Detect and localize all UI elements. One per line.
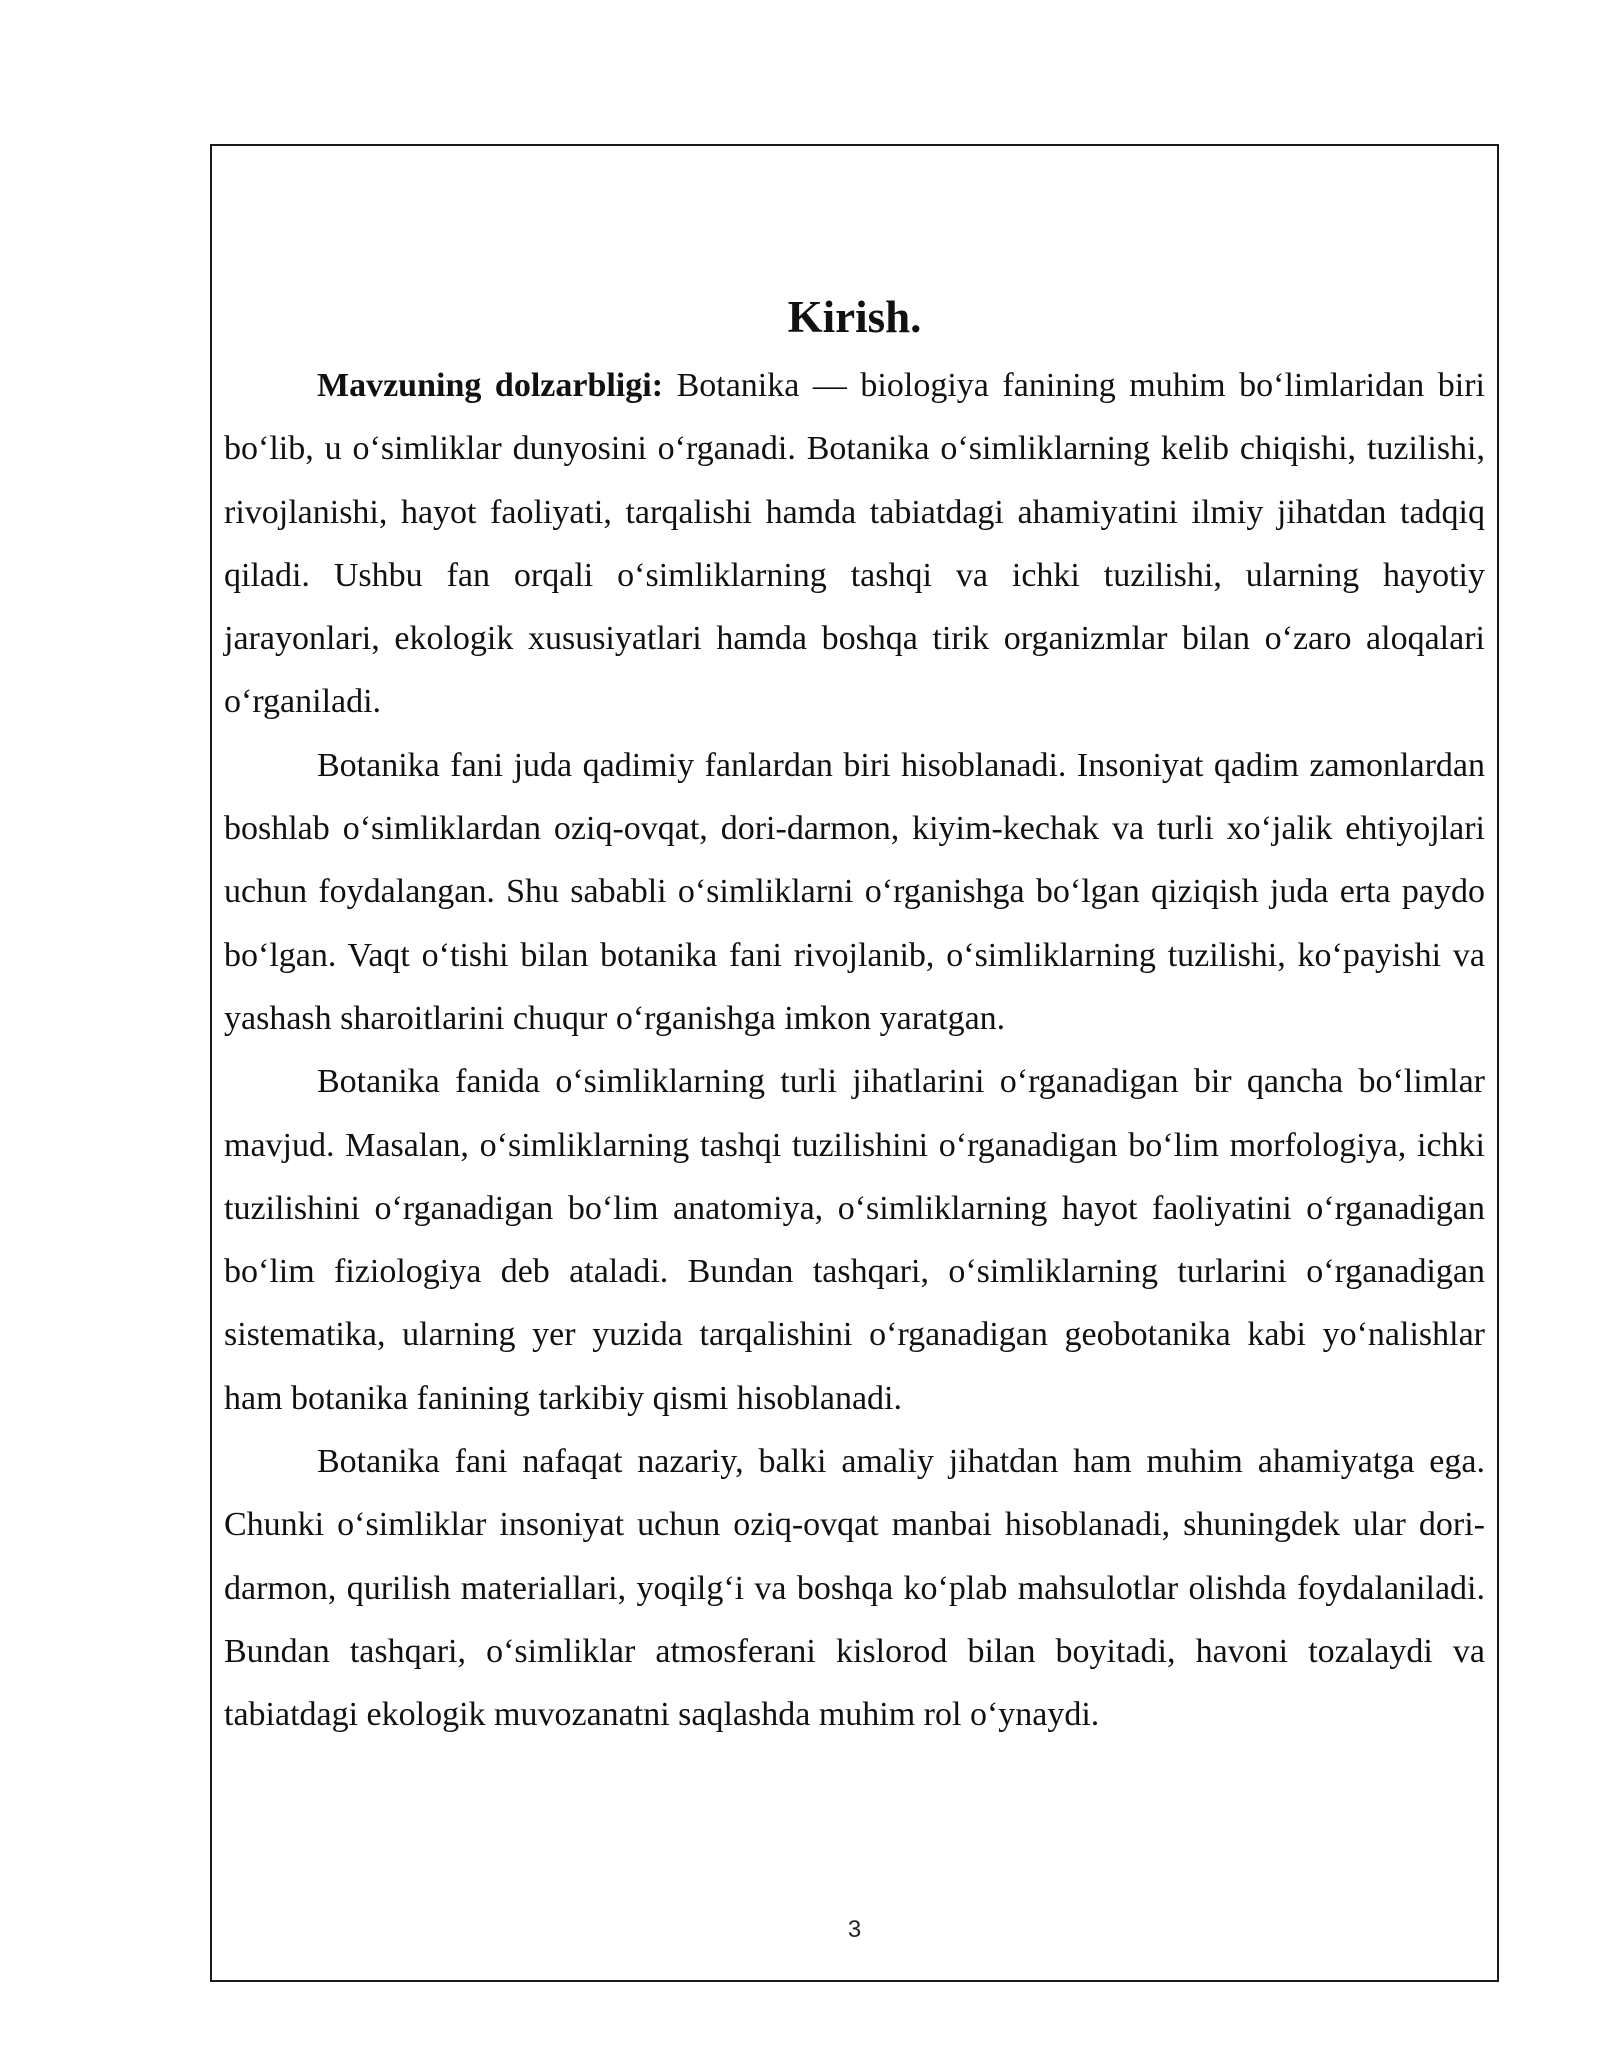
paragraph-text: Botanika fanida o‘simliklarning turli jihatlarini o‘rganadigan bir qancha bo‘limlar mavjud. Masalan, o‘simliklarning tashqi tuzilishini o‘rganadigan bo‘lim morfologiya, ichki tuzilishini o‘rganadigan bo‘lim anatomiya, o‘simliklarning hayot faoliyatini o‘rganadigan bo‘lim fiziologiya deb ataladi. Bundan tashqari, o‘simliklarning turlarini o‘rganadigan sistematika, ularning yer yuzida tarqalishini o‘rganadigan geobotanika kabi yo‘nalishlar ham botanika fanining tarkibiy qismi hisoblanadi.	[224, 1063, 1485, 1417]
page-frame	[210, 144, 1499, 1982]
paragraph-history	[224, 734, 1485, 1050]
page-content	[224, 288, 1485, 1747]
paragraph-relevance	[224, 354, 1485, 734]
paragraph-branches	[224, 1050, 1485, 1430]
paragraph-importance	[224, 1430, 1485, 1746]
paragraph-text: Botanika — biologiya fanining muhim bo‘limlaridan biri bo‘lib, u o‘simliklar dunyosini o‘rganadi. Botanika o‘simliklarning kelib chiqishi, tuzilishi, rivojlanishi, hayot faoliyati, tarqalishi hamda tabiatdagi ahamiyatini ilmiy jihatdan tadqiq qiladi. Ushbu fan orqali o‘simliklarning tashqi va ichki tuzilishi, ularning hayotiy jarayonlari, ekologik xususiyatlari hamda boshqa tirik organizmlar bilan o‘zaro aloqalari o‘rganiladi.	[224, 367, 1485, 721]
paragraph-text: Botanika fani juda qadimiy fanlardan biri hisoblanadi. Insoniyat qadim zamonlardan boshlab o‘simliklardan oziq-ovqat, dori-darmon, kiyim-kechak va turli xo‘jalik ehtiyojlari uchun foydalangan. Shu sababli o‘simliklarni o‘rganishga bo‘lgan qiziqish juda erta paydo bo‘lgan. Vaqt o‘tishi bilan botanika fani rivojlanib, o‘simliklarning tuzilishi, ko‘payishi va yashash sharoitlarini chuqur o‘rganishga imkon yaratgan.	[224, 746, 1485, 1037]
paragraph-text: Botanika fani nafaqat nazariy, balki amaliy jihatdan ham muhim ahamiyatga ega. Chunki o‘simliklar insoniyat uchun oziq-ovqat manbai hisoblanadi, shuningdek ular dori-darmon, qurilish materiallari, yoqilg‘i va boshqa ko‘plab mahsulotlar olishda foydalaniladi. Bundan tashqari, o‘simliklar atmosferani kislorod bilan boyitadi, havoni tozalaydi va tabiatdagi ekologik muvozanatni saqlashda muhim rol o‘ynaydi.	[224, 1443, 1485, 1734]
page-number: 3	[847, 1916, 862, 1943]
page-title: Kirish.	[787, 292, 922, 342]
paragraph-lead: Mavzuning dolzarbligi:	[317, 367, 664, 404]
